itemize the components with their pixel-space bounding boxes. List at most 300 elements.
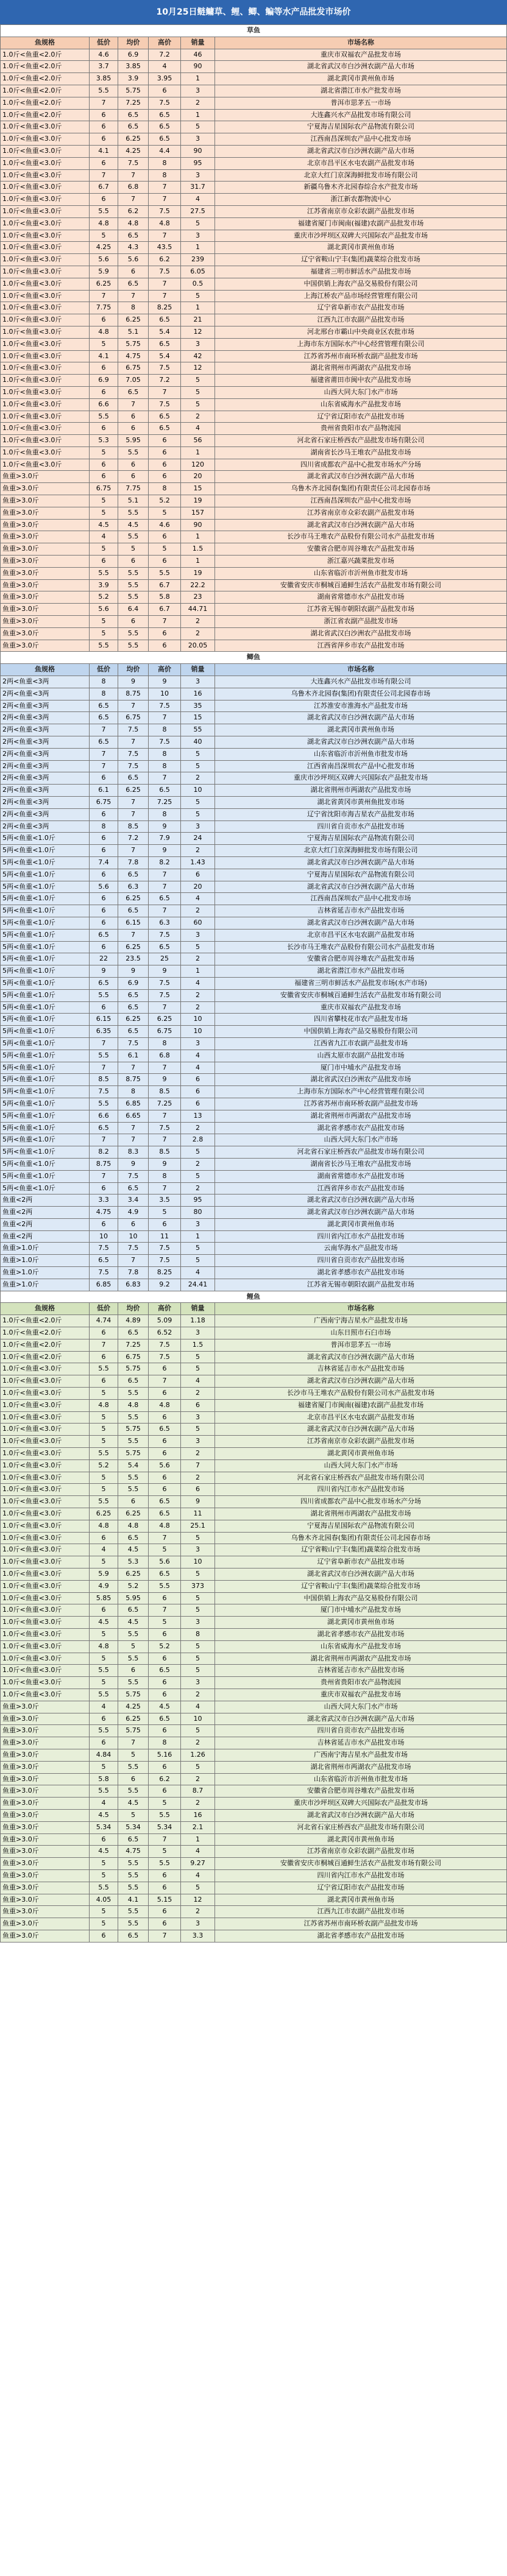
cell-avg-price: 5.75	[118, 338, 149, 350]
cell-avg-price: 5	[118, 1640, 149, 1653]
cell-high-price: 7.5	[149, 266, 181, 278]
cell-high-price: 3.5	[149, 1194, 181, 1207]
cell-high-price: 25	[149, 953, 181, 965]
cell-market: 浙江省农副产品批发市场	[215, 616, 507, 628]
cell-low-price: 5.6	[90, 881, 118, 893]
table-row	[1, 543, 507, 556]
cell-volume: 6	[181, 1098, 215, 1110]
table-row	[1, 1544, 507, 1556]
cell-spec: 鱼重<2两	[1, 1230, 90, 1243]
cell-low-price: 5.5	[90, 1496, 118, 1508]
cell-low-price: 5.3	[90, 435, 118, 447]
cell-spec: 1.0斤<鱼重<3.0斤	[1, 1544, 90, 1556]
cell-avg-price: 7.5	[118, 1037, 149, 1050]
cell-high-price: 5.4	[149, 350, 181, 362]
cell-spec: 鱼重>3.0斤	[1, 1725, 90, 1737]
cell-market: 吉林省延吉市水产品批发市场	[215, 905, 507, 917]
cell-avg-price: 6.5	[118, 109, 149, 121]
cell-low-price: 5	[90, 1484, 118, 1496]
cell-spec: 1.0斤<鱼重<3.0斤	[1, 386, 90, 398]
cell-volume: 60	[181, 917, 215, 929]
cell-market: 四川省内江市水产品批发市场	[215, 1869, 507, 1882]
cell-high-price: 6	[149, 1363, 181, 1375]
cell-market: 湖北省武汉市白沙洲农副产品大市场	[215, 856, 507, 869]
col-header-avg: 均价	[118, 664, 149, 676]
cell-low-price: 7.5	[90, 1267, 118, 1279]
cell-high-price: 7	[149, 182, 181, 194]
cell-spec: 2两<鱼重<3两	[1, 736, 90, 749]
cell-market: 江西九江市农副产品批发市场	[215, 314, 507, 326]
cell-avg-price: 5.75	[118, 1363, 149, 1375]
table-row	[1, 483, 507, 495]
cell-volume: 157	[181, 507, 215, 519]
table-row	[1, 1170, 507, 1182]
cell-spec: 1.0斤<鱼重<3.0斤	[1, 1399, 90, 1411]
cell-low-price: 8	[90, 820, 118, 833]
cell-avg-price: 4.8	[118, 217, 149, 230]
cell-volume: 2	[181, 1737, 215, 1749]
cell-high-price: 5.4	[149, 326, 181, 338]
cell-volume: 46	[181, 49, 215, 61]
section-common-carp	[1, 1291, 507, 1942]
table-row	[1, 640, 507, 652]
cell-spec: 1.0斤<鱼重<3.0斤	[1, 1436, 90, 1448]
cell-volume: 3	[181, 1327, 215, 1339]
cell-market: 湖北省荆州市两湖农产品批发市场	[215, 1110, 507, 1122]
cell-high-price: 7.5	[149, 989, 181, 1001]
table-row	[1, 1882, 507, 1894]
cell-volume: 1	[181, 109, 215, 121]
cell-avg-price: 5.5	[118, 1785, 149, 1798]
cell-spec: 鱼重>3.0斤	[1, 1749, 90, 1761]
cell-avg-price: 6.83	[118, 1279, 149, 1291]
cell-avg-price: 4.3	[118, 242, 149, 254]
col-header-low: 低价	[90, 664, 118, 676]
cell-market: 山东日照市石臼市场	[215, 1327, 507, 1339]
cell-spec: 1.0斤<鱼重<2.0斤	[1, 1315, 90, 1327]
cell-avg-price: 9	[118, 1158, 149, 1170]
cell-volume: 5	[181, 1363, 215, 1375]
cell-high-price: 7	[149, 194, 181, 206]
cell-avg-price: 6.5	[118, 1327, 149, 1339]
cell-volume: 6	[181, 1086, 215, 1098]
cell-avg-price: 8	[118, 1086, 149, 1098]
cell-avg-price: 5.75	[118, 1689, 149, 1701]
table-row	[1, 446, 507, 459]
cell-volume: 3	[181, 1037, 215, 1050]
table-row	[1, 1894, 507, 1906]
table-row	[1, 1243, 507, 1255]
cell-market: 安徽省合肥市周谷堆农产品批发市场	[215, 953, 507, 965]
cell-volume: 5	[181, 1725, 215, 1737]
cell-spec: 2两<鱼重<3两	[1, 772, 90, 785]
cell-market: 福建省厦门市闽南(福建)农副产品批发市场	[215, 1399, 507, 1411]
cell-avg-price: 7.8	[118, 1267, 149, 1279]
cell-avg-price: 6.25	[118, 1508, 149, 1520]
cell-avg-price: 7	[118, 845, 149, 857]
cell-low-price: 8	[90, 688, 118, 700]
cell-avg-price: 7	[118, 700, 149, 712]
table-row	[1, 1134, 507, 1146]
table-row	[1, 386, 507, 398]
cell-market: 北京大红门京深海鲜批发市场有限公司	[215, 845, 507, 857]
cell-spec: 1.0斤<鱼重<3.0斤	[1, 145, 90, 157]
cell-high-price: 8	[149, 1170, 181, 1182]
cell-low-price: 6	[90, 845, 118, 857]
cell-volume: 10	[181, 1713, 215, 1725]
cell-volume: 15	[181, 712, 215, 724]
cell-spec: 5两<鱼重<1.0斤	[1, 1086, 90, 1098]
table-row	[1, 1604, 507, 1617]
cell-avg-price: 4.1	[118, 1894, 149, 1906]
cell-volume: 4	[181, 1062, 215, 1074]
cell-market: 福建省莆田市闽中农产品批发市场	[215, 375, 507, 387]
cell-high-price: 9	[149, 820, 181, 833]
cell-volume: 12	[181, 1894, 215, 1906]
cell-high-price: 7	[149, 1604, 181, 1617]
cell-low-price: 6.5	[90, 929, 118, 941]
cell-market: 长沙市马王堆农产品股份有限公司水产品批发市场	[215, 941, 507, 953]
cell-volume: 5	[181, 290, 215, 302]
cell-high-price: 7	[149, 386, 181, 398]
cell-high-price: 9.2	[149, 1279, 181, 1291]
cell-volume: 1	[181, 1833, 215, 1846]
cell-spec: 鱼重>3.0斤	[1, 495, 90, 507]
cell-avg-price: 6	[118, 1773, 149, 1785]
cell-volume: 5	[181, 121, 215, 133]
cell-market: 四川省内江市水产品批发市场	[215, 1230, 507, 1243]
cell-spec: 2两<鱼重<3两	[1, 676, 90, 688]
cell-volume: 1	[181, 531, 215, 543]
cell-high-price: 5	[149, 507, 181, 519]
cell-avg-price: 5.5	[118, 507, 149, 519]
cell-high-price: 4	[149, 61, 181, 73]
cell-high-price: 6	[149, 1436, 181, 1448]
cell-volume: 9.27	[181, 1858, 215, 1870]
cell-high-price: 5.5	[149, 1809, 181, 1821]
cell-market: 安徽省安庆市桐城百通鲜生活农产品批发市场有限公司	[215, 1858, 507, 1870]
cell-volume: 95	[181, 1194, 215, 1207]
table-row	[1, 242, 507, 254]
cell-avg-price: 4.75	[118, 350, 149, 362]
cell-spec: 鱼重>3.0斤	[1, 1821, 90, 1833]
cell-low-price: 5.5	[90, 567, 118, 579]
cell-spec: 1.0斤<鱼重<3.0斤	[1, 398, 90, 411]
cell-market: 湖北省孝感市农产品批发市场	[215, 1267, 507, 1279]
cell-volume: 2	[181, 627, 215, 640]
page-title: 10月25日鲢鳙草、鲤、鲫、鳊等水产品批发市场价	[0, 0, 507, 24]
cell-avg-price: 7	[118, 1122, 149, 1134]
cell-low-price: 7.5	[90, 1243, 118, 1255]
cell-market: 湖北省荆州市两湖农产品批发市场	[215, 362, 507, 375]
cell-market: 四川省成都农产品中心批发市场水产分场	[215, 1496, 507, 1508]
cell-market: 安徽省安庆市桐城百通鲜生活农产品批发市场有限公司	[215, 989, 507, 1001]
cell-high-price: 8.2	[149, 856, 181, 869]
cell-avg-price: 4.25	[118, 1701, 149, 1713]
cell-market: 江西省萍乡市农产品批发市场	[215, 640, 507, 652]
cell-volume: 6.05	[181, 266, 215, 278]
cell-high-price: 5.15	[149, 1894, 181, 1906]
table-row	[1, 953, 507, 965]
table-row	[1, 1315, 507, 1327]
cell-market: 江苏省南京市众彩农副产品批发市场	[215, 507, 507, 519]
cell-spec: 1.0斤<鱼重<3.0斤	[1, 1604, 90, 1617]
cell-market: 湖北省武汉市白沙洲农副产品大市场	[215, 712, 507, 724]
cell-low-price: 7	[90, 97, 118, 109]
cell-volume: 8	[181, 1628, 215, 1640]
cell-spec: 5两<鱼重<1.0斤	[1, 1062, 90, 1074]
table-row	[1, 989, 507, 1001]
cell-market: 中国供销上海农产品交易股份有限公司	[215, 1026, 507, 1038]
cell-market: 江西省萍乡市农产品批发市场	[215, 1182, 507, 1194]
cell-low-price: 7	[90, 169, 118, 182]
cell-spec: 1.0斤<鱼重<3.0斤	[1, 1689, 90, 1701]
table-row	[1, 1001, 507, 1014]
cell-avg-price: 6	[118, 1665, 149, 1677]
cell-low-price: 4.74	[90, 1315, 118, 1327]
table-row	[1, 314, 507, 326]
cell-low-price: 7	[90, 1339, 118, 1351]
cell-spec: 5两<鱼重<1.0斤	[1, 856, 90, 869]
cell-volume: 12	[181, 362, 215, 375]
cell-high-price: 7	[149, 1001, 181, 1014]
cell-volume: 24.41	[181, 1279, 215, 1291]
cell-market: 湖北省孝感市农产品批发市场	[215, 1122, 507, 1134]
cell-high-price: 8.5	[149, 1086, 181, 1098]
cell-avg-price: 6.25	[118, 1569, 149, 1581]
cell-volume: 7	[181, 1459, 215, 1472]
cell-market: 普洱市思茅五一市场	[215, 1339, 507, 1351]
cell-avg-price: 7.5	[118, 724, 149, 736]
cell-market: 四川省自贡市水产品批发市场	[215, 820, 507, 833]
cell-avg-price: 7.2	[118, 833, 149, 845]
cell-volume: 55	[181, 724, 215, 736]
cell-high-price: 6.5	[149, 109, 181, 121]
cell-avg-price: 7.5	[118, 157, 149, 169]
table-row	[1, 1713, 507, 1725]
cell-low-price: 5.5	[90, 1882, 118, 1894]
col-header-spec: 鱼规格	[1, 1303, 90, 1315]
cell-volume: 5	[181, 1604, 215, 1617]
cell-high-price: 7.5	[149, 97, 181, 109]
cell-avg-price: 6	[118, 423, 149, 435]
cell-low-price: 5.5	[90, 1725, 118, 1737]
cell-market: 山西太原市农副产品批发市场	[215, 1050, 507, 1062]
cell-high-price: 3.95	[149, 73, 181, 85]
cell-market: 安徽省合肥市周谷堆农产品批发市场	[215, 1785, 507, 1798]
cell-avg-price: 5.95	[118, 1592, 149, 1604]
cell-spec: 1.0斤<鱼重<3.0斤	[1, 290, 90, 302]
cell-volume: 27.5	[181, 205, 215, 217]
table-row	[1, 49, 507, 61]
cell-high-price: 6	[149, 1725, 181, 1737]
cell-avg-price: 5.5	[118, 591, 149, 604]
table-row	[1, 929, 507, 941]
cell-high-price: 7	[149, 230, 181, 242]
cell-avg-price: 8.5	[118, 820, 149, 833]
cell-low-price: 6	[90, 314, 118, 326]
cell-high-price: 6.25	[149, 1014, 181, 1026]
cell-low-price: 4.75	[90, 1207, 118, 1219]
cell-avg-price: 6.75	[118, 712, 149, 724]
cell-avg-price: 6.25	[118, 893, 149, 905]
cell-high-price: 6.5	[149, 411, 181, 423]
cell-avg-price: 6	[118, 556, 149, 568]
col-header-high: 高价	[149, 664, 181, 676]
cell-volume: 3	[181, 1436, 215, 1448]
table-row	[1, 1122, 507, 1134]
cell-low-price: 5	[90, 446, 118, 459]
table-row	[1, 1833, 507, 1846]
table-row	[1, 290, 507, 302]
cell-low-price: 5.5	[90, 1448, 118, 1460]
cell-spec: 1.0斤<鱼重<3.0斤	[1, 182, 90, 194]
table-row	[1, 579, 507, 591]
cell-low-price: 5.9	[90, 266, 118, 278]
table-row	[1, 1496, 507, 1508]
cell-high-price: 7.5	[149, 1351, 181, 1363]
cell-low-price: 5	[90, 627, 118, 640]
cell-volume: 5	[181, 808, 215, 820]
cell-market: 上海江桥农产品市场经营管理有限公司	[215, 290, 507, 302]
cell-spec: 鱼重>3.0斤	[1, 507, 90, 519]
cell-low-price: 4.6	[90, 49, 118, 61]
table-row	[1, 1773, 507, 1785]
cell-high-price: 7	[149, 1134, 181, 1146]
table-row	[1, 869, 507, 881]
table-row	[1, 760, 507, 772]
cell-low-price: 6	[90, 471, 118, 483]
cell-low-price: 5	[90, 230, 118, 242]
section-title-row	[1, 652, 507, 664]
table-row	[1, 205, 507, 217]
cell-avg-price: 7	[118, 290, 149, 302]
cell-spec: 1.0斤<鱼重<3.0斤	[1, 133, 90, 146]
cell-volume: 44.71	[181, 604, 215, 616]
cell-high-price: 6.5	[149, 1713, 181, 1725]
cell-market: 湖南省长沙马王堆农产品批发市场	[215, 446, 507, 459]
table-row	[1, 1556, 507, 1569]
cell-volume: 3	[181, 1411, 215, 1424]
table-row	[1, 1580, 507, 1592]
col-header-volume: 销量	[181, 37, 215, 49]
cell-spec: 鱼重>3.0斤	[1, 579, 90, 591]
cell-spec: 鱼重>3.0斤	[1, 1869, 90, 1882]
cell-market: 辽宁省辽阳市农产品批发市场	[215, 411, 507, 423]
cell-avg-price: 7	[118, 736, 149, 749]
cell-spec: 1.0斤<鱼重<3.0斤	[1, 1653, 90, 1665]
cell-volume: 4	[181, 1050, 215, 1062]
table-row	[1, 1399, 507, 1411]
cell-market: 湖北省武汉市白沙洲农副产品大市场	[215, 1809, 507, 1821]
table-row	[1, 1689, 507, 1701]
cell-avg-price: 7.5	[118, 760, 149, 772]
cell-spec: 1.0斤<鱼重<3.0斤	[1, 1424, 90, 1436]
cell-avg-price: 5.75	[118, 1424, 149, 1436]
cell-spec: 1.0斤<鱼重<3.0斤	[1, 205, 90, 217]
col-header-high: 高价	[149, 1303, 181, 1315]
table-row	[1, 169, 507, 182]
table-row	[1, 73, 507, 85]
cell-high-price: 5	[149, 1798, 181, 1810]
cell-avg-price: 6	[118, 266, 149, 278]
cell-low-price: 6.5	[90, 1255, 118, 1267]
cell-low-price: 5.5	[90, 640, 118, 652]
table-row	[1, 724, 507, 736]
cell-spec: 1.0斤<鱼重<3.0斤	[1, 459, 90, 471]
cell-high-price: 6	[149, 1448, 181, 1460]
cell-low-price: 6.6	[90, 398, 118, 411]
cell-market: 福建省三明市鲜活水产品批发市场(水产市场)	[215, 977, 507, 989]
table-row	[1, 1062, 507, 1074]
cell-low-price: 5	[90, 1556, 118, 1569]
cell-market: 宁夏海吉星国际农产品物流有限公司	[215, 869, 507, 881]
cell-high-price: 6.5	[149, 893, 181, 905]
cell-volume: 20.05	[181, 640, 215, 652]
cell-avg-price: 7.25	[118, 97, 149, 109]
cell-volume: 2.8	[181, 1134, 215, 1146]
cell-high-price: 9	[149, 676, 181, 688]
cell-low-price: 6.9	[90, 375, 118, 387]
table-row	[1, 1484, 507, 1496]
cell-high-price: 8	[149, 808, 181, 820]
table-row	[1, 1351, 507, 1363]
cell-low-price: 4.8	[90, 1640, 118, 1653]
table-row	[1, 1424, 507, 1436]
cell-market: 安徽省安庆市桐城百通鲜生活农产品批发市场有限公司	[215, 579, 507, 591]
table-row	[1, 1520, 507, 1532]
table-row	[1, 965, 507, 978]
cell-spec: 1.0斤<鱼重<2.0斤	[1, 1339, 90, 1351]
cell-spec: 5两<鱼重<1.0斤	[1, 941, 90, 953]
cell-volume: 5	[181, 1170, 215, 1182]
cell-volume: 2	[181, 616, 215, 628]
table-row	[1, 97, 507, 109]
cell-volume: 5	[181, 386, 215, 398]
cell-low-price: 5	[90, 1411, 118, 1424]
table-row	[1, 797, 507, 809]
cell-spec: 2两<鱼重<3两	[1, 748, 90, 760]
table-row	[1, 1086, 507, 1098]
cell-avg-price: 4.5	[118, 1798, 149, 1810]
cell-spec: 2两<鱼重<3两	[1, 724, 90, 736]
cell-volume: 2	[181, 905, 215, 917]
cell-avg-price: 23.5	[118, 953, 149, 965]
cell-market: 中国供销上海农产品交易股份有限公司	[215, 278, 507, 290]
cell-low-price: 7.4	[90, 856, 118, 869]
table-row	[1, 556, 507, 568]
col-header-market: 市场名称	[215, 664, 507, 676]
cell-spec: 鱼重>3.0斤	[1, 640, 90, 652]
cell-high-price: 5	[149, 1544, 181, 1556]
cell-market: 大连鑫兴水产品批发市场有限公司	[215, 109, 507, 121]
table-row	[1, 1737, 507, 1749]
cell-market: 重庆市沙坪坝区双碑大兴国际农产品批发市场	[215, 772, 507, 785]
cell-avg-price: 6.5	[118, 1930, 149, 1942]
cell-market: 辽宁省鞍山宁丰(集团)蔬菜综合批发市场	[215, 1580, 507, 1592]
cell-avg-price: 4.5	[118, 1617, 149, 1629]
cell-avg-price: 6	[118, 1218, 149, 1230]
cell-low-price: 4.9	[90, 1580, 118, 1592]
cell-avg-price: 6	[118, 459, 149, 471]
cell-volume: 40	[181, 736, 215, 749]
cell-low-price: 7	[90, 724, 118, 736]
section-title: 草鱼	[1, 25, 507, 37]
cell-avg-price: 4.25	[118, 145, 149, 157]
cell-low-price: 5.8	[90, 1773, 118, 1785]
table-row	[1, 85, 507, 97]
cell-market: 长沙市马王堆农产品股份有限公司水产品批发市场	[215, 531, 507, 543]
